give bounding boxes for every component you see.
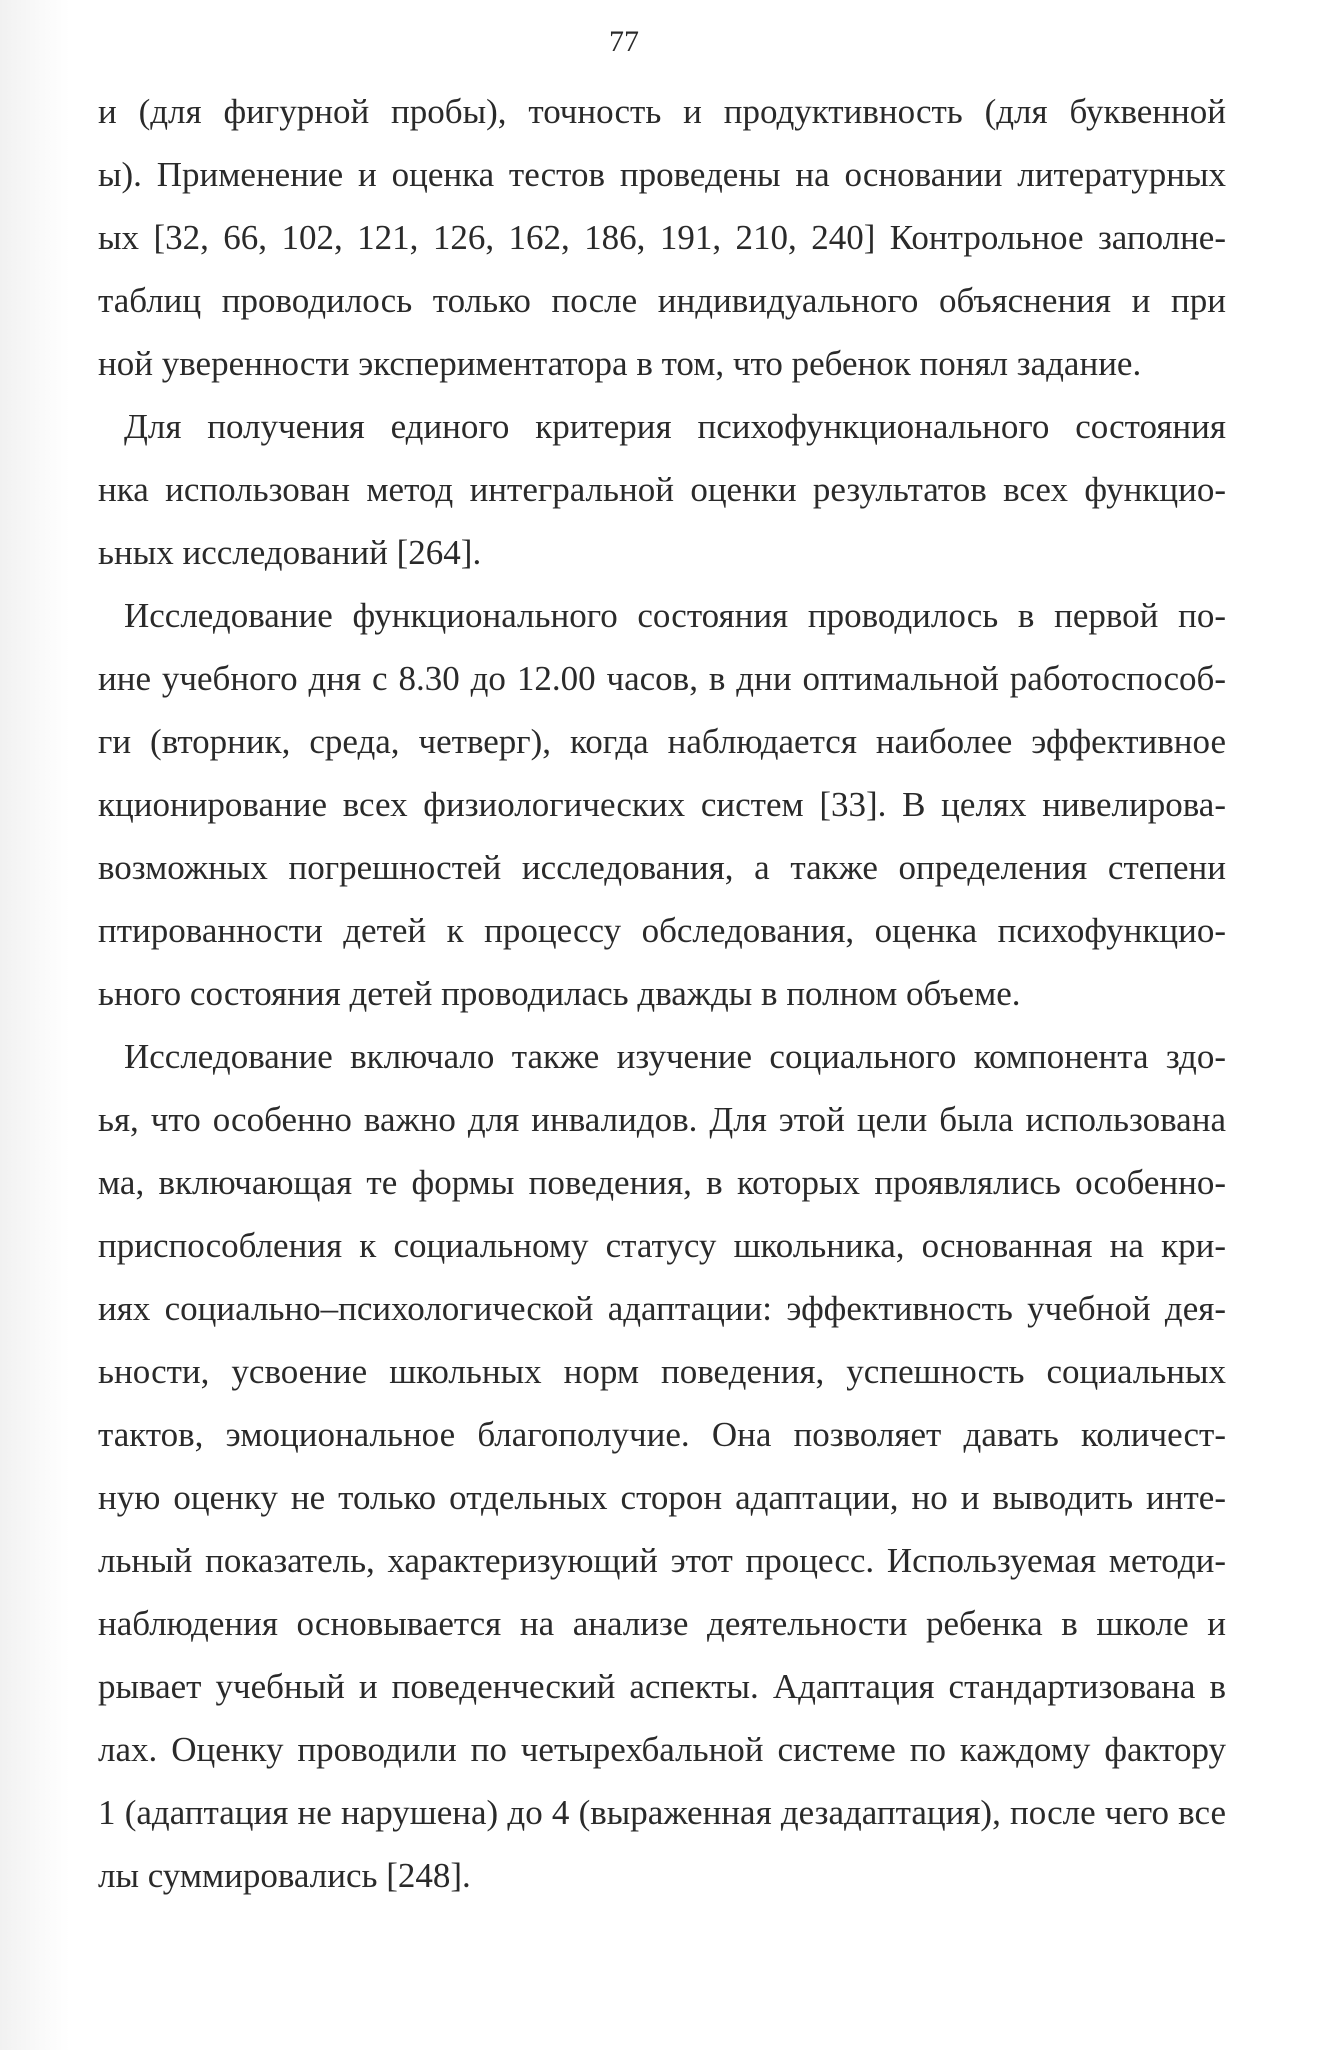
- text-line: ную оценку не только отдельных сторон адаптации, но и выводить инте-: [98, 1478, 1226, 1517]
- text-line: льный показатель, характеризующий этот процесс. Используемая методи-: [98, 1541, 1226, 1580]
- text-line: 1 (адаптация не нарушена) до 4 (выраженная дезадаптация), после чего все: [98, 1793, 1226, 1832]
- text-line: Исследование функционального состояния проводилось в первой по-: [124, 596, 1226, 635]
- body-text: [98, 80, 1226, 1907]
- text-line: ной уверенности экспериментатора в том, что ребенок понял задание.: [98, 344, 1142, 383]
- text-line: рывает учебный и поведенческий аспекты. Адаптация стандартизована в: [98, 1667, 1226, 1706]
- scan-edge-shadow: [0, 0, 70, 2050]
- text-line: приспособления к социальному статусу школьника, основанная на кри-: [98, 1226, 1226, 1265]
- text-line: Исследование включало также изучение социального компонента здо-: [124, 1037, 1226, 1076]
- text-line: таблиц проводилось только после индивидуального объяснения и при: [98, 281, 1226, 320]
- text-line: ья, что особенно важно для инвалидов. Для этой цели была использована: [98, 1100, 1226, 1139]
- text-line: птированности детей к процессу обследования, оценка психофункцио-: [98, 911, 1226, 950]
- text-line: ых [32, 66, 102, 121, 126, 162, 186, 191, 210, 240] Контрольное заполне-: [98, 218, 1226, 257]
- text-line: и (для фигурной пробы), точность и продуктивность (для буквенной: [98, 92, 1226, 131]
- text-line: иях социально–психологической адаптации: эффективность учебной дея-: [98, 1289, 1226, 1328]
- text-line: тактов, эмоциональное благополучие. Она позволяет давать количест-: [98, 1415, 1226, 1454]
- text-line: ма, включающая те формы поведения, в которых проявлялись особенно-: [98, 1163, 1226, 1202]
- text-line: лах. Оценку проводили по четырехбальной системе по каждому фактору: [98, 1730, 1226, 1769]
- text-line: нка использован метод интегральной оценки результатов всех функцио-: [98, 470, 1226, 509]
- text-line: ы). Применение и оценка тестов проведены на основании литературных: [98, 155, 1226, 194]
- text-line: ьных исследований [264].: [98, 533, 482, 572]
- text-line: наблюдения основывается на анализе деятельности ребенка в школе и: [98, 1604, 1226, 1643]
- text-line: возможных погрешностей исследования, а также определения степени: [98, 848, 1226, 887]
- text-line: ги (вторник, среда, четверг), когда наблюдается наиболее эффективное: [98, 722, 1226, 761]
- page-number: 77: [609, 25, 639, 58]
- text-line: лы суммировались [248].: [98, 1856, 471, 1895]
- text-line: ьности, усвоение школьных норм поведения, успешность социальных: [98, 1352, 1226, 1391]
- text-line: ине учебного дня с 8.30 до 12.00 часов, в дни оптимальной работоспособ-: [98, 659, 1226, 698]
- text-line: ьного состояния детей проводилась дважды в полном объеме.: [98, 974, 1021, 1013]
- text-line: Для получения единого критерия психофункционального состояния: [124, 407, 1226, 446]
- text-line: кционирование всех физиологических систем [33]. В целях нивелирова-: [98, 785, 1226, 824]
